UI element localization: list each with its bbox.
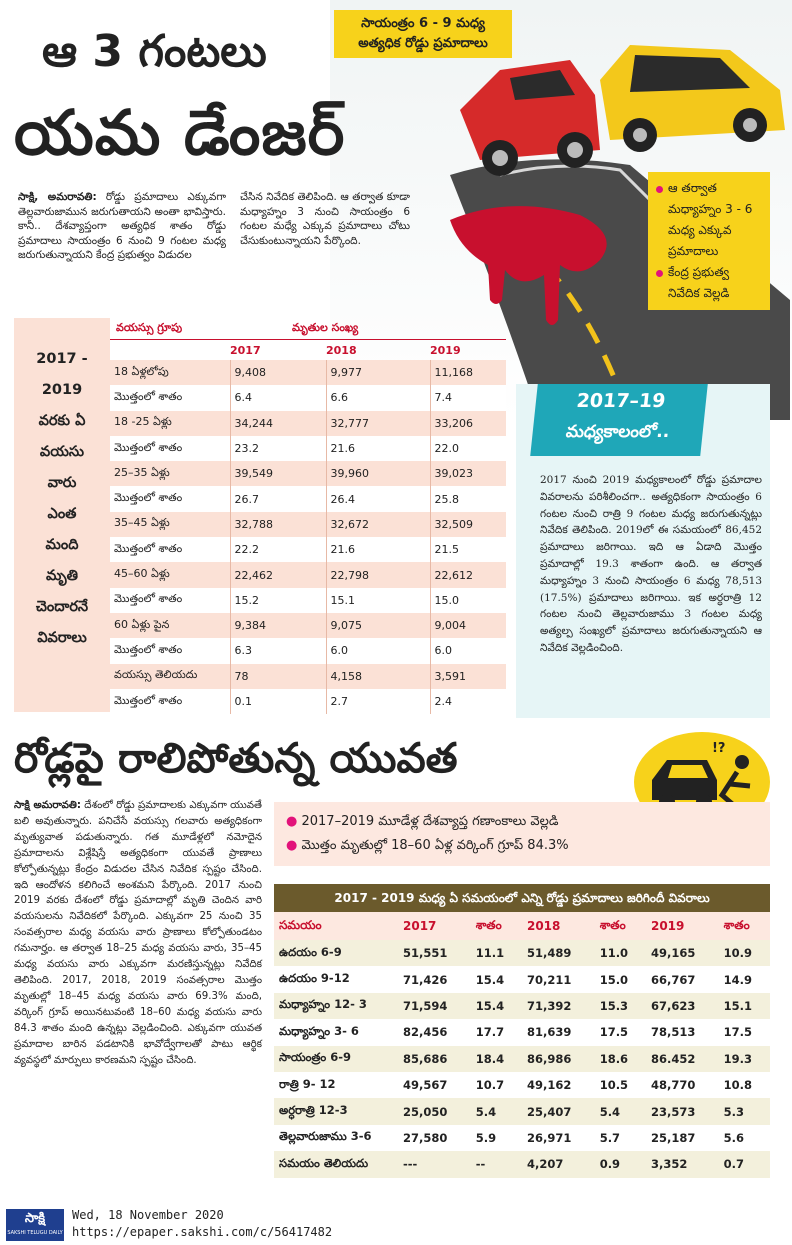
time-table-row: [274, 1019, 770, 1045]
section2-bullet-2: ● మొత్తం మృతుల్లో 18–60 ఏళ్ల వర్కింగ్‌ గ్రూప్‌ 84.3%: [286, 838, 569, 853]
age-cell: 6.0: [430, 638, 506, 663]
sakshi-logo: [6, 1209, 64, 1241]
age-cell: 32,788: [230, 512, 326, 537]
time-row-label: ఉదయం 9-12: [274, 966, 398, 992]
age-table-row: [110, 638, 506, 663]
intro-dateline: సాక్షి, అమరావతి:: [18, 191, 97, 203]
age-table-row: [110, 588, 506, 613]
age-side-label-line: వారు: [47, 475, 77, 491]
intro-col-2: [240, 190, 410, 248]
time-table-header: 2019: [646, 912, 719, 940]
time-table-header: సమయం: [274, 912, 398, 940]
time-cell: 85,686: [398, 1046, 471, 1072]
logo-text: సాక్షి: [24, 1211, 46, 1226]
age-cell: 6.0: [326, 638, 430, 663]
age-side-label: [14, 344, 110, 654]
time-cell: 17.7: [471, 1019, 522, 1045]
section2-dateline: సాక్షి అమరావతి:: [14, 800, 81, 811]
age-row-label: మొత్తంలో శాతం: [110, 436, 230, 461]
time-cell: 17.5: [595, 1019, 646, 1045]
age-cell: 15.1: [326, 588, 430, 613]
time-cell: 49,165: [646, 940, 719, 966]
time-cell: 5.3: [719, 1098, 770, 1124]
time-cell: ---: [398, 1151, 471, 1177]
time-cell: 3,352: [646, 1151, 719, 1177]
time-cell: 18.6: [595, 1046, 646, 1072]
age-cell: 78: [230, 664, 326, 689]
period-title: [530, 384, 708, 456]
time-row-label: అర్ధరాత్రి 12-3: [274, 1098, 398, 1124]
age-header-group: వయస్సు గ్రూపు: [116, 320, 183, 334]
time-cell: --: [471, 1151, 522, 1177]
age-cell: 22.2: [230, 537, 326, 562]
top-bullets: [648, 172, 770, 310]
age-cell: 33,206: [430, 411, 506, 436]
time-cell: 70,211: [522, 966, 595, 992]
time-table-row: [274, 1098, 770, 1124]
time-cell: 82,456: [398, 1019, 471, 1045]
time-row-label: ఉదయం 6-9: [274, 940, 398, 966]
age-row-label: 18 ఏళ్లలోపు: [110, 360, 230, 385]
time-cell: 10.5: [595, 1072, 646, 1098]
age-table-row: [110, 360, 506, 385]
section2-bullets: [274, 802, 770, 866]
headline-line-1: ఆ 3 గంటలు: [42, 26, 267, 77]
time-cell: 25,407: [522, 1098, 595, 1124]
time-cell: 25,187: [646, 1125, 719, 1151]
time-cell: 18.4: [471, 1046, 522, 1072]
age-cell: 32,672: [326, 512, 430, 537]
age-row-label: 45–60 ఏళ్లు: [110, 562, 230, 587]
age-cell: 11,168: [430, 360, 506, 385]
age-cell: 21.6: [326, 537, 430, 562]
age-row-label: 25–35 ఏళ్లు: [110, 461, 230, 486]
time-row-label: మధ్యాహ్నం 3- 6: [274, 1019, 398, 1045]
intro-text-2: చేసిన నివేదిక తెలిపింది. ఆ తర్వాత కూడా మధ్యాహ్నం 3 నుంచి సాయంత్రం 6 గంటల మధ్యే ఎక్కువ ప్రమాదాలు చోటు చేసుకుంటున్నాయని పేర్కొంది.: [240, 191, 410, 247]
age-cell: 0.1: [230, 689, 326, 714]
time-table-header: శాతం: [595, 912, 646, 940]
section2-headline: రోడ్లపై రాలిపోతున్న యువత: [14, 734, 458, 782]
age-cell: 2.4: [430, 689, 506, 714]
tag-line-1: సాయంత్రం 6 - 9 మధ్య: [361, 16, 485, 31]
time-table-header: శాతం: [719, 912, 770, 940]
time-cell: 51,489: [522, 940, 595, 966]
time-cell: 15.4: [471, 966, 522, 992]
age-cell: 9,004: [430, 613, 506, 638]
intro-text-1: రోడ్డు ప్రమాదాలు ఎక్కువగా తెల్లవారుజామున జరుగుతాయని అంతా భావిస్తారు. కానీ.. దేశవ్యాప్తంగా అత్యధిక శాతం రోడ్డు ప్రమాదాలు సాయంత్రం 6 నుంచి 9 గంటల మధ్య జరుగుతున్నాయని కేంద్ర ప్రభుత్వం విడుదల: [18, 191, 226, 262]
headline-tag: [334, 10, 512, 58]
age-cell: 22,462: [230, 562, 326, 587]
age-table: [110, 360, 506, 714]
age-cell: 6.6: [326, 385, 430, 410]
time-row-label: తెల్లవారుజాము 3-6: [274, 1125, 398, 1151]
age-side-label-line: వరకు ఏ: [38, 413, 86, 429]
age-row-label: వయస్సు తెలియదు: [110, 664, 230, 689]
time-cell: 71,594: [398, 993, 471, 1019]
time-cell: 51,551: [398, 940, 471, 966]
age-cell: 22,612: [430, 562, 506, 587]
time-table-row: [274, 1046, 770, 1072]
section2-text: [14, 798, 262, 1068]
age-side-label-line: వయసు: [39, 444, 85, 460]
age-cell: 39,549: [230, 461, 326, 486]
time-cell: 5.4: [471, 1098, 522, 1124]
age-cell: 6.3: [230, 638, 326, 663]
time-cell: 15.3: [595, 993, 646, 1019]
age-cell: 15.2: [230, 588, 326, 613]
time-cell: 48,770: [646, 1072, 719, 1098]
time-cell: 10.7: [471, 1072, 522, 1098]
age-cell: 6.4: [230, 385, 326, 410]
time-cell: 10.8: [719, 1072, 770, 1098]
time-cell: 15.1: [719, 993, 770, 1019]
age-table-row: [110, 486, 506, 511]
age-table-row: [110, 461, 506, 486]
age-cell: 4,158: [326, 664, 430, 689]
age-cell: 2.7: [326, 689, 430, 714]
age-cell: 39,960: [326, 461, 430, 486]
age-cell: 7.4: [430, 385, 506, 410]
age-table-row: [110, 385, 506, 410]
time-table-title: 2017 - 2019 మధ్య ఏ సమయంలో ఎన్ని రోడ్డు ప్రమాదాలు జరిగిందీ వివరాలు: [274, 884, 770, 912]
age-cell: 26.4: [326, 486, 430, 511]
time-cell: 26,971: [522, 1125, 595, 1151]
age-table-row: [110, 664, 506, 689]
footer: [0, 1205, 792, 1245]
age-row-label: మొత్తంలో శాతం: [110, 689, 230, 714]
top-bullet-1: ఆ తర్వాత మధ్యాహ్నం 3 - 6 మధ్య ఎక్కువ ప్రమాదాలు: [656, 178, 762, 262]
time-cell: 5.9: [471, 1125, 522, 1151]
headline-line-2: యమ డేంజర్: [14, 96, 346, 169]
age-year-2018: 2018: [326, 343, 357, 357]
time-cell: 71,392: [522, 993, 595, 1019]
time-cell: 27,580: [398, 1125, 471, 1151]
time-row-label: సమయం తెలియదు: [274, 1151, 398, 1177]
time-table-row: [274, 1072, 770, 1098]
age-row-label: 35–45 ఏళ్లు: [110, 512, 230, 537]
age-cell: 21.6: [326, 436, 430, 461]
age-cell: 22,798: [326, 562, 430, 587]
age-side-label-line: మంది: [45, 537, 79, 553]
period-title-1: 2017–19: [575, 390, 667, 412]
time-cell: 78,513: [646, 1019, 719, 1045]
age-table-row: [110, 411, 506, 436]
age-table-side: [14, 318, 110, 712]
time-table-row: [274, 1151, 770, 1177]
top-bullet-2: కేంద్ర ప్రభుత్వ నివేదిక వెల్లడి: [656, 262, 762, 304]
age-table-row: [110, 613, 506, 638]
time-cell: 15.0: [595, 966, 646, 992]
time-cell: 86,986: [522, 1046, 595, 1072]
age-table-row: [110, 562, 506, 587]
age-row-label: 60 ఏళ్లు పైన: [110, 613, 230, 638]
time-cell: 25,050: [398, 1098, 471, 1124]
time-cell: 4,207: [522, 1151, 595, 1177]
tag-line-2: అత్యధిక రోడ్డు ప్రమాదాలు: [358, 36, 488, 51]
age-cell: 9,977: [326, 360, 430, 385]
time-cell: 17.5: [719, 1019, 770, 1045]
age-cell: 3,591: [430, 664, 506, 689]
time-cell: 67,623: [646, 993, 719, 1019]
age-cell: 32,777: [326, 411, 430, 436]
time-table: [274, 912, 770, 1178]
section2-bullet-1: ● 2017–2019 మూడేళ్ల దేశవ్యాప్త గణాంకాలు వెల్లడి: [286, 814, 559, 829]
age-row-label: 18 -25 ఏళ్లు: [110, 411, 230, 436]
age-table-wrap: [110, 318, 506, 714]
time-cell: 86.452: [646, 1046, 719, 1072]
time-table-row: [274, 993, 770, 1019]
time-cell: 23,573: [646, 1098, 719, 1124]
period-title-2: మధ్యకాలంలో..: [564, 422, 671, 442]
time-table-header: శాతం: [471, 912, 522, 940]
footer-date: Wed, 18 November 2020: [72, 1208, 224, 1222]
age-side-label-line: చెందారనే: [35, 599, 89, 615]
age-cell: 25.8: [430, 486, 506, 511]
age-row-label: మొత్తంలో శాతం: [110, 537, 230, 562]
age-cell: 34,244: [230, 411, 326, 436]
time-cell: 66,767: [646, 966, 719, 992]
age-cell: 39,023: [430, 461, 506, 486]
age-table-row: [110, 537, 506, 562]
period-text: 2017 నుంచి 2019 మధ్యకాలంలో రోడ్డు ప్రమాదాల వివరాలను పరిశీలించగా.. అత్యధికంగా సాయంత్రం 6 గంటల నుంచి రాత్రి 9 గంటల మధ్య జరుగుతున్నట్లు నివేదిక తెలిపింది. 2019లో ఈ సమయంలో 86,452 ప్రమాదాలు జరిగాయి. ఇది ఆ ఏడాది మొత్తం ప్రమాదాల్లో 19.3 శాతంగా ఉంది. ఆ తర్వాత మధ్యాహ్నం 3 నుంచి సాయంత్రం 6 మధ్య 78,513 (17.5%) ప్రమాదాలు జరిగాయి. ఇక అర్ధరాత్రి 12 గంటల నుంచి తెల్లవారుజాము 3 గంటల మధ్య అత్యల్ప సంఖ్యలో ప్రమాదాలు జరుగుతున్నాయని ఆ నివేదిక వెల్లడించింది.: [540, 474, 762, 654]
time-table-row: [274, 966, 770, 992]
time-table-header: 2017: [398, 912, 471, 940]
time-cell: 0.9: [595, 1151, 646, 1177]
age-cell: 23.2: [230, 436, 326, 461]
time-cell: 10.9: [719, 940, 770, 966]
age-cell: 9,075: [326, 613, 430, 638]
age-side-label-line: వివరాలు: [37, 630, 87, 646]
time-table-wrap: [274, 912, 770, 1178]
time-cell: 49,567: [398, 1072, 471, 1098]
age-table-row: [110, 512, 506, 537]
time-row-label: సాయంత్రం 6-9: [274, 1046, 398, 1072]
time-row-label: మధ్యాహ్నం 12- 3: [274, 993, 398, 1019]
time-cell: 5.7: [595, 1125, 646, 1151]
time-cell: 11.1: [471, 940, 522, 966]
intro-col-1: [18, 190, 226, 263]
age-row-label: మొత్తంలో శాతం: [110, 385, 230, 410]
age-row-label: మొత్తంలో శాతం: [110, 638, 230, 663]
time-cell: 5.6: [719, 1125, 770, 1151]
time-cell: 11.0: [595, 940, 646, 966]
time-table-header: 2018: [522, 912, 595, 940]
time-cell: 15.4: [471, 993, 522, 1019]
age-table-row: [110, 436, 506, 461]
age-cell: 22.0: [430, 436, 506, 461]
section2-body: దేశంలో రోడ్డు ప్రమాదాలకు ఎక్కువగా యువతే బలి అవుతున్నారు. పనిచేసే వయస్సు గలవారు అత్యధికంగా మృత్యువాత పడుతున్నారు. గత మూడేళ్లలో నమోదైన ప్రమాదాలను విశ్లేషిస్తే అత్యధికంగా యువతే ప్రాణాలు కోల్పోతున్నట్లు కేంద్రం విడుదల చేసిన నివేదిక స్పష్టం చేసింది. ఇది ఆందోళన కలిగించే అంశమని పేర్కొంది. 2017 నుంచి 2019 వరకు దేశంలో రోడ్డు ప్రమాదాల్లో మృతి చెందిన వారి వయసులను నివేదికలో పేర్కొంది. ఎక్కువగా 25 నుంచి 35 సంవత్సరాల మధ్య వయసు వారు ప్రాణాలు కోల్పోతుండటం గమనార్హం. ఆ తర్వాత 18–25 మధ్య వయసు వారు, 35–45 మధ్య వయసు వారు ఎక్కువగా మరణిస్తున్నట్లు నివేదిక తెలిపింది. 2017, 2018, 2019 సంవత్సరాల మొత్తం మృతుల్లో 18–45 మధ్య వయసు వారు 69.3% మంది, వర్కింగ్‌ గ్రూప్‌ అయినటువంటి 18–60 మధ్య వయసు వారు 84.3 శాతం మంది ఉన్నట్లు వెల్లడించింది. ఎక్కువగా యువత ప్రమాదాల బారిన పడటానికి భావోద్వేగాలతో పాటు ఆర్థిక వ్యవస్థలో మార్పులు కారణమని స్పష్టం చేసింది.: [14, 800, 262, 1066]
time-table-row: [274, 940, 770, 966]
svg-text:!?: !?: [712, 741, 726, 756]
time-row-label: రాత్రి 9- 12: [274, 1072, 398, 1098]
age-cell: 32,509: [430, 512, 506, 537]
age-table-row: [110, 689, 506, 714]
time-table-row: [274, 1125, 770, 1151]
age-cell: 9,384: [230, 613, 326, 638]
age-side-label-line: 2019: [41, 382, 83, 398]
logo-sub: SAKSHI TELUGU DAILY: [7, 1230, 63, 1236]
age-year-2017: 2017: [230, 343, 261, 357]
age-cell: 21.5: [430, 537, 506, 562]
time-cell: 0.7: [719, 1151, 770, 1177]
age-row-label: మొత్తంలో శాతం: [110, 588, 230, 613]
age-cell: 26.7: [230, 486, 326, 511]
footer-url[interactable]: https://epaper.sakshi.com/c/56417482: [72, 1225, 333, 1239]
age-side-label-line: మృతి: [46, 568, 78, 584]
age-cell: 15.0: [430, 588, 506, 613]
time-cell: 5.4: [595, 1098, 646, 1124]
age-year-2019: 2019: [430, 343, 461, 357]
time-cell: 14.9: [719, 966, 770, 992]
time-cell: 81,639: [522, 1019, 595, 1045]
time-cell: 71,426: [398, 966, 471, 992]
age-cell: 9,408: [230, 360, 326, 385]
age-row-label: మొత్తంలో శాతం: [110, 486, 230, 511]
age-side-label-line: ఎంత: [47, 506, 77, 522]
age-header-deaths: మృతుల సంఖ్య: [292, 320, 359, 334]
time-cell: 49,162: [522, 1072, 595, 1098]
age-side-label-line: 2017 -: [36, 351, 88, 367]
time-cell: 19.3: [719, 1046, 770, 1072]
